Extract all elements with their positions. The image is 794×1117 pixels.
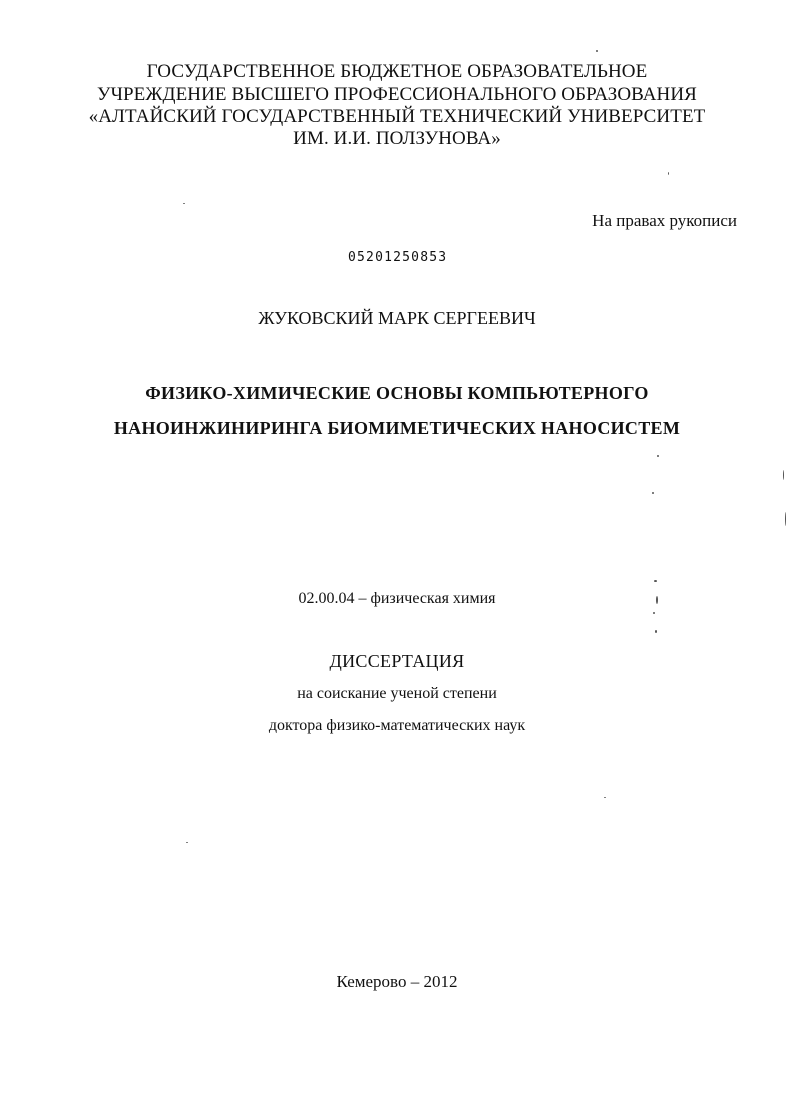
city-year: Кемерово – 2012	[336, 972, 458, 991]
organization-line-2: УЧРЕЖДЕНИЕ ВЫСШЕГО ПРОФЕССИОНАЛЬНОГО ОБРАЗОВАНИЯ	[97, 84, 697, 105]
document-type: ДИССЕРТАЦИЯ	[329, 651, 465, 671]
scan-speck	[655, 630, 657, 633]
scan-speck	[652, 492, 654, 494]
degree-line-1: на соискание ученой степени	[297, 685, 497, 702]
organization-line-3: «АЛТАЙСКИЙ ГОСУДАРСТВЕННЫЙ ТЕХНИЧЕСКИЙ УНИВЕРСИТЕТ	[88, 106, 706, 127]
scan-speck	[653, 612, 655, 614]
scan-speck	[596, 50, 598, 52]
organization-line-1: ГОСУДАРСТВЕННОЕ БЮДЖЕТНОЕ ОБРАЗОВАТЕЛЬНОЕ	[146, 61, 648, 82]
scan-speck	[656, 596, 658, 604]
degree-line-2: доктора физико-математических наук	[268, 717, 526, 734]
title-line-2: НАНОИНЖИНИРИНГА БИОМИМЕТИЧЕСКИХ НАНОСИСТЕМ	[113, 418, 681, 438]
catalog-code: 05201250853	[348, 250, 448, 265]
scan-speck	[654, 580, 657, 582]
title-line-1: ФИЗИКО-ХИМИЧЕСКИЕ ОСНОВЫ КОМПЬЮТЕРНОГО	[145, 383, 649, 403]
manuscript-note: На правах рукописи	[592, 211, 737, 230]
scan-speck	[186, 842, 188, 843]
scan-speck	[604, 797, 606, 798]
scan-speck	[785, 512, 786, 526]
scan-speck	[783, 470, 784, 480]
author-name: ЖУКОВСКИЙ МАРК СЕРГЕЕВИЧ	[258, 308, 536, 328]
specialty: 02.00.04 – физическая химия	[298, 590, 496, 607]
scan-speck	[657, 455, 659, 457]
scan-speck	[183, 203, 185, 204]
scan-speck	[668, 172, 669, 175]
organization-line-4: ИМ. И.И. ПОЛЗУНОВА»	[293, 128, 501, 149]
